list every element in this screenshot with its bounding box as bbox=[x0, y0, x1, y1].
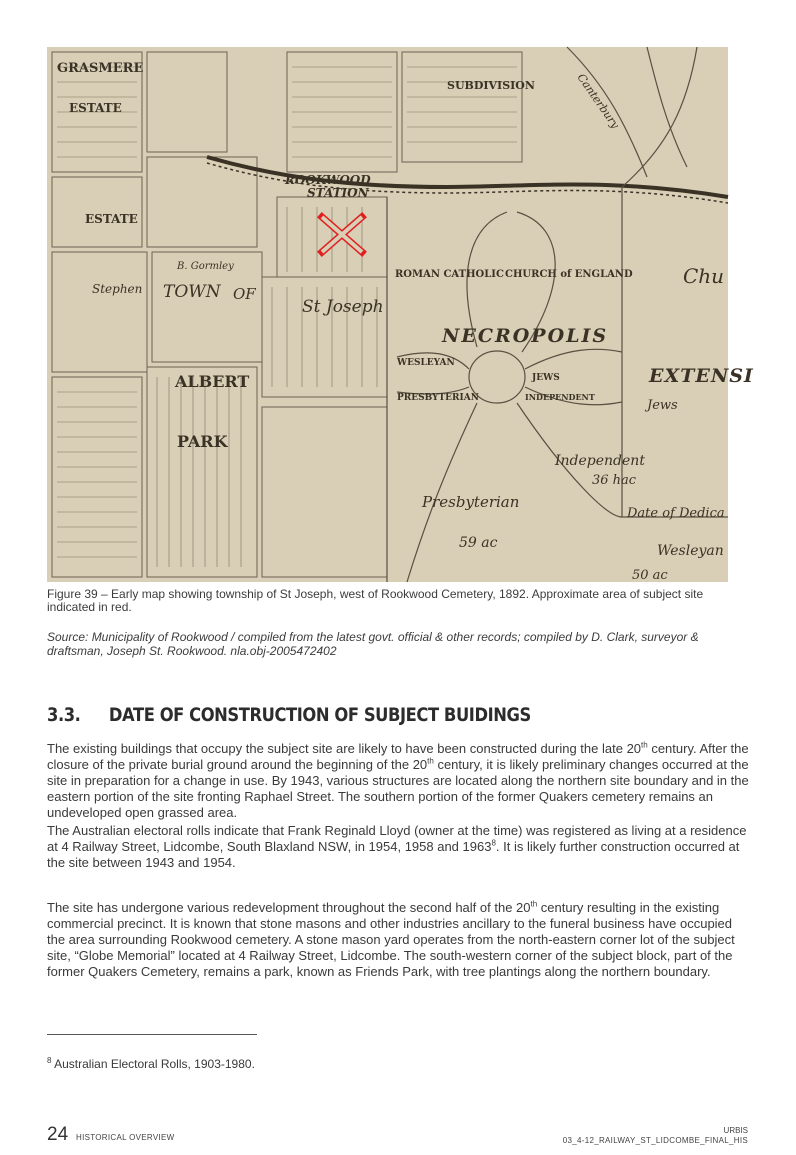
body-paragraph-2 bbox=[47, 823, 752, 871]
map-label-church-england: CHURCH of ENGLAND bbox=[505, 269, 633, 280]
footer-section-label: HISTORICAL OVERVIEW bbox=[76, 1133, 175, 1142]
map-label-estate-2: ESTATE bbox=[85, 212, 138, 226]
historical-map-figure bbox=[47, 47, 754, 583]
map-label-subdivision: SUBDIVISION bbox=[447, 79, 535, 92]
text-run: . It is likely further construction occurred at the site between 1943 and 1954. bbox=[47, 839, 740, 870]
map-label-roman-catholic: ROMAN CATHOLIC bbox=[395, 269, 504, 280]
map-label-stephen: Stephen bbox=[92, 282, 143, 296]
section-title: DATE OF CONSTRUCTION OF SUBJECT BUIDINGS bbox=[108, 704, 531, 726]
map-label-area-59: 59 ac bbox=[459, 535, 498, 551]
map-label-park: PARK bbox=[177, 432, 228, 451]
figure-source: Source: Municipality of Rookwood / compiled from the latest govt. official & other records; compiled by D. Clark, surveyor & draftsman, Joseph St. Rookwood. nla.obj-2005472402 bbox=[47, 630, 699, 658]
superscript: th bbox=[530, 899, 538, 909]
footnote bbox=[47, 1056, 255, 1071]
footnote-text: Australian Electoral Rolls, 1903-1980. bbox=[51, 1057, 255, 1071]
map-label-station: STATION bbox=[307, 186, 369, 200]
map-label-date-dedication: Date of Dedica bbox=[627, 506, 725, 521]
map-label-extension: EXTENSI bbox=[649, 365, 754, 387]
map-label-area-36: 36 hac bbox=[592, 473, 637, 488]
map-label-st-joseph: St Joseph bbox=[302, 297, 384, 317]
map-label-albert: ALBERT bbox=[175, 372, 250, 391]
footnote-mark: 8 bbox=[47, 1056, 52, 1065]
map-label-presbyterian: Presbyterian bbox=[422, 493, 520, 511]
text-run: The existing buildings that occupy the subject site are likely to have been constructed during the late 20 bbox=[47, 741, 642, 756]
footer-document-id: 03_4-12_RAILWAY_ST_LIDCOMBE_FINAL_HIS bbox=[562, 1136, 748, 1145]
figure-caption: Figure 39 – Early map showing township of St Joseph, west of Rookwood Cemetery, 1892. Approximate area of subject site indicated in red. bbox=[47, 587, 704, 614]
map-label-jews-section: JEWS bbox=[532, 373, 560, 383]
map-label-area-50: 50 ac bbox=[632, 568, 668, 583]
footnote-divider bbox=[47, 1034, 257, 1035]
map-label-independent: Independent bbox=[555, 453, 645, 469]
map-label-jews: Jews bbox=[647, 398, 678, 413]
text-run: century resulting in the existing commercial precinct. It is known that stone masons and other industries ancillary to the funeral business have occupied the area surrounding Rookwood cemetery. A stone mason yard operates from the north-eastern corner lot of the subject site, “Globe Memorial” located at 4 Railway Street, Lidcombe. The south-western corner of the subject block, part of the former Quakers Cemetery, remains a park, known as Friends Park, with tree plantings along the northern boundary. bbox=[47, 900, 735, 979]
text-run: The Australian electoral rolls indicate that Frank Reginald Lloyd (owner at the time) was registered as living at a residence at 4 Railway Street, Lidcombe, South Blaxland NSW, in 1954, 1958 and 1963 bbox=[47, 823, 747, 854]
map-label-independent-section: INDEPENDENT bbox=[525, 392, 595, 402]
map-label-wesleyan-section: WESLEYAN bbox=[397, 358, 455, 368]
map-label-estate: ESTATE bbox=[69, 101, 122, 115]
map-label-wesleyan: Wesleyan bbox=[657, 543, 724, 559]
map-label-town: TOWN bbox=[163, 282, 221, 302]
map-label-grasmere: GRASMERE bbox=[57, 61, 144, 76]
map-label-necropolis: NECROPOLIS bbox=[442, 325, 609, 347]
body-paragraph-1 bbox=[47, 741, 752, 821]
footnote-reference: 8 bbox=[491, 838, 496, 848]
map-drawing bbox=[47, 47, 754, 583]
map-label-church: Chu bbox=[683, 264, 725, 288]
text-run: century, it is likely preliminary changes occurred at the site in preparation for a change in use. By 1943, various structures are located along the northern site boundary and in the eastern portion of the site fronting Raphael Street. The southern portion of the former Quakers cemetery remains an undeveloped open grassed area. bbox=[47, 757, 749, 820]
body-paragraph-3 bbox=[47, 900, 752, 980]
page-number: 24 bbox=[47, 1124, 69, 1145]
text-run: century. After the closure of the private burial ground around the beginning of the 20 bbox=[47, 741, 749, 772]
superscript: th bbox=[427, 756, 434, 766]
section-number: 3.3. bbox=[47, 704, 81, 726]
map-label-canterbury: Canterbury bbox=[574, 71, 622, 132]
footer-brand: URBIS bbox=[723, 1126, 748, 1135]
section-heading bbox=[47, 704, 531, 726]
map-label-gormley: B. Gormley bbox=[177, 261, 234, 272]
map-label-presbyterian-section: PRESBYTERIAN bbox=[397, 393, 479, 403]
map-label-rookwood: ROOKWOOD bbox=[285, 173, 371, 187]
text-run: The site has undergone various redevelopment throughout the second half of the 20 bbox=[47, 900, 531, 915]
superscript: th bbox=[641, 740, 648, 750]
map-label-of: OF bbox=[233, 285, 256, 303]
